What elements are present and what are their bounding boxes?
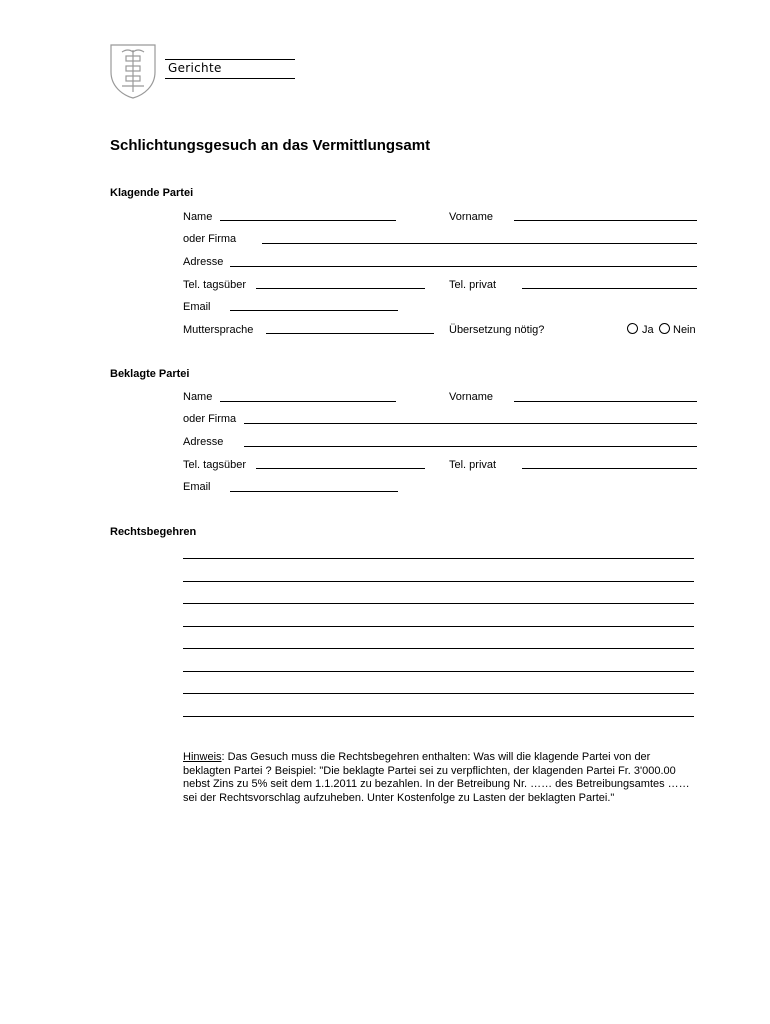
beklagte-tel-tag-field[interactable] — [256, 468, 425, 469]
header-rule-top — [165, 59, 295, 60]
rechtsbegehren-line-6[interactable] — [183, 671, 694, 672]
rechtsbegehren-line-4[interactable] — [183, 626, 694, 627]
header-rule-bottom — [165, 78, 295, 79]
beklagte-tel-privat-label: Tel. privat — [449, 459, 497, 471]
section-heading-rechtsbegehren: Rechtsbegehren — [110, 526, 197, 538]
beklagte-tel-tag-label: Tel. tagsüber — [183, 459, 246, 471]
canton-coat-of-arms-logo — [108, 42, 158, 100]
klagende-email-field[interactable] — [230, 310, 398, 311]
rechtsbegehren-line-7[interactable] — [183, 693, 694, 694]
radio-ja[interactable] — [627, 323, 638, 334]
klagende-vorname-label: Vorname — [449, 211, 494, 223]
beklagte-vorname-label: Vorname — [449, 391, 494, 403]
klagende-muttersprache-field[interactable] — [266, 333, 434, 334]
rechtsbegehren-line-1[interactable] — [183, 558, 694, 559]
hint-label: Hinweis — [183, 751, 222, 763]
beklagte-firma-label: oder Firma — [183, 413, 237, 425]
beklagte-name-field[interactable] — [220, 401, 396, 402]
klagende-firma-label: oder Firma — [183, 233, 237, 245]
radio-ja-label: Ja — [642, 324, 654, 336]
beklagte-name-label: Name — [183, 391, 213, 403]
beklagte-vorname-field[interactable] — [514, 401, 697, 402]
klagende-vorname-field[interactable] — [514, 220, 697, 221]
radio-nein-label: Nein — [673, 324, 696, 336]
page-title: Schlichtungsgesuch an das Vermittlungsamt — [110, 137, 431, 154]
beklagte-email-field[interactable] — [230, 491, 398, 492]
klagende-name-label: Name — [183, 211, 213, 223]
klagende-name-field[interactable] — [220, 220, 396, 221]
beklagte-tel-privat-field[interactable] — [522, 468, 697, 469]
section-heading-klagende: Klagende Partei — [110, 187, 194, 199]
klagende-adresse-field[interactable] — [230, 266, 697, 267]
klagende-firma-field[interactable] — [262, 243, 697, 244]
klagende-muttersprache-label: Muttersprache — [183, 324, 254, 336]
rechtsbegehren-line-3[interactable] — [183, 603, 694, 604]
klagende-tel-tag-field[interactable] — [256, 288, 425, 289]
klagende-adresse-label: Adresse — [183, 256, 224, 268]
rechtsbegehren-line-8[interactable] — [183, 716, 694, 717]
hint-text: : Das Gesuch muss die Rechtsbegehren enthalten: Was will die klagende Partei von der beklagten Partei ? Beispiel: "Die beklagte Partei sei zu verpflichten, der klagenden Partei Fr. 3'000.00 nebst Zins zu 5% seit dem 1.1.2011 zu bezahlen. In der Betreibung Nr. …… des Betreibungsamtes …… sei der Rechtsvorschlag aufzuheben. Unter Kostenfolge zu Lasten der beklagten Partei." — [183, 751, 690, 804]
beklagte-firma-field[interactable] — [244, 423, 697, 424]
klagende-tel-privat-label: Tel. privat — [449, 279, 497, 291]
beklagte-adresse-field[interactable] — [244, 446, 697, 447]
hint-paragraph — [183, 751, 698, 805]
beklagte-adresse-label: Adresse — [183, 436, 224, 448]
klagende-tel-tag-label: Tel. tagsüber — [183, 279, 246, 291]
uebersetzung-label: Übersetzung nötig? — [449, 324, 545, 336]
rechtsbegehren-line-2[interactable] — [183, 581, 694, 582]
rechtsbegehren-line-5[interactable] — [183, 648, 694, 649]
org-name: Gerichte — [168, 61, 222, 75]
section-heading-beklagte: Beklagte Partei — [110, 368, 190, 380]
klagende-tel-privat-field[interactable] — [522, 288, 697, 289]
beklagte-email-label: Email — [183, 481, 211, 493]
klagende-email-label: Email — [183, 301, 211, 313]
radio-nein[interactable] — [659, 323, 670, 334]
